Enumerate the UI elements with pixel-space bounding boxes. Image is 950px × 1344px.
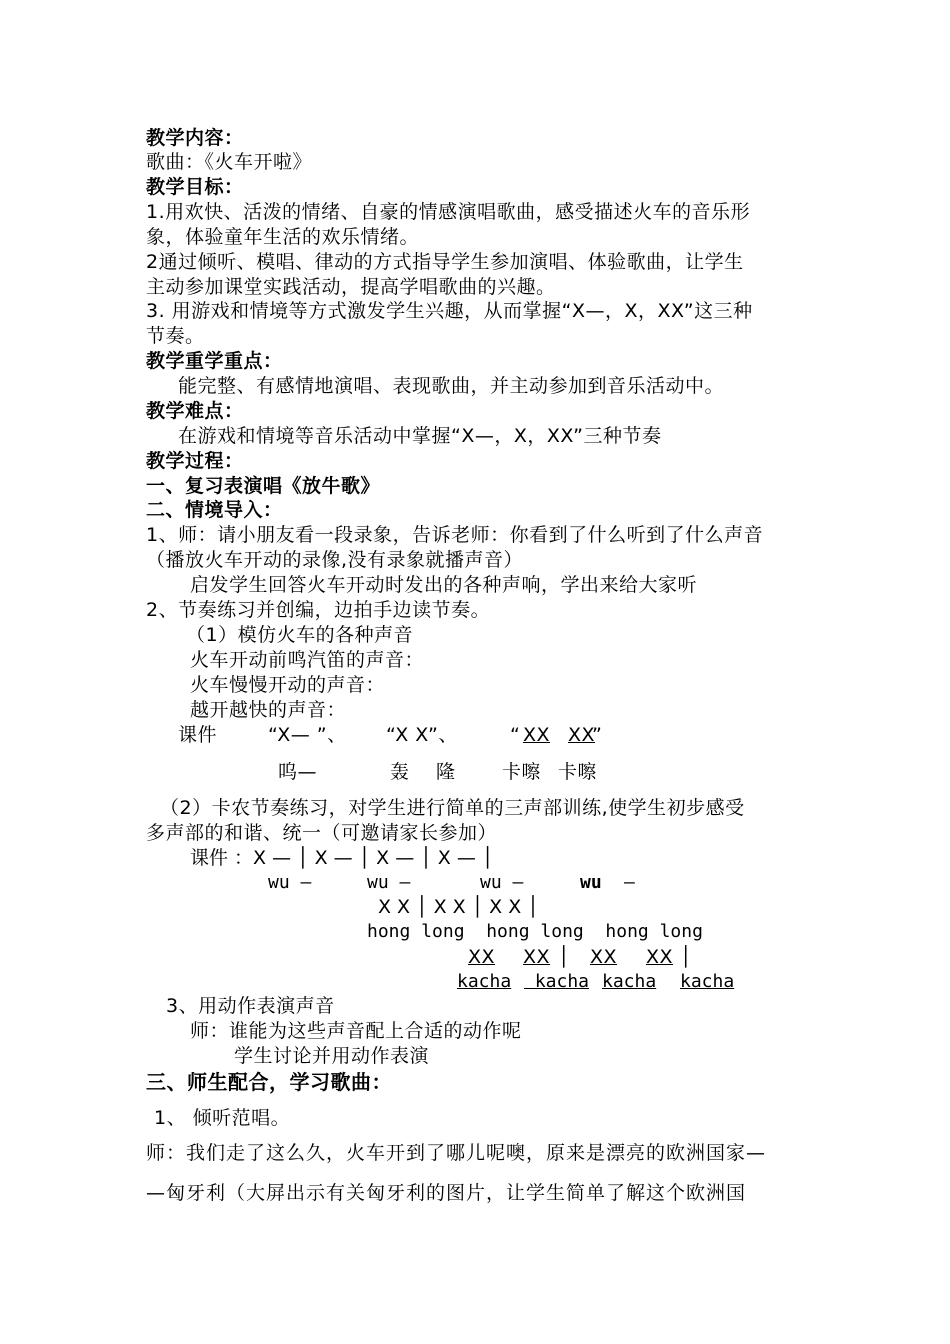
kacha-3: kacha — [602, 971, 657, 992]
sound-long: 隆 — [436, 761, 456, 783]
canon-row-hong-long: hong long hong long hong long — [367, 921, 703, 942]
canon-bar-1: │ — [558, 946, 570, 968]
paragraph-3a: 师：谁能为这些声音配上合适的动作呢 — [190, 1020, 522, 1042]
goal1-line2: 象，体验童年生活的欢乐情绪。 — [146, 226, 420, 248]
kacha-1: kacha — [457, 971, 512, 992]
rhythm-x: “X— ”、 — [268, 724, 347, 746]
canon-bar-2: │ — [680, 946, 692, 968]
rhythm-quote-close: ” — [592, 724, 603, 746]
paragraph-2-1: （1）模仿火车的各种声音 — [186, 624, 414, 646]
paragraph-2-1a: 火车开动前鸣汽笛的声音： — [190, 649, 425, 671]
section-three-line-1: 师：我们走了这么久，火车开到了哪儿呢噢，原来是漂亮的欧洲国家— — [146, 1142, 767, 1164]
canon-xx-3: XX — [590, 946, 618, 968]
step-one: 一、复习表演唱《放牛歌》 — [146, 475, 381, 497]
paragraph-1-line1: 1、师：请小朋友看一段录象，告诉老师：你看到了什么听到了什么声音 — [146, 524, 764, 546]
paragraph-2-1b: 火车慢慢开动的声音： — [190, 674, 386, 696]
song-title: 歌曲：《火车开啦》 — [146, 151, 313, 173]
sound-wu: 呜— — [278, 761, 318, 783]
paragraph-2-2-line1: （2）卡农节奏练习，对学生进行简单的三声部训练,使学生初步感受 — [160, 797, 745, 819]
rhythm-x-x: “X X”、 — [386, 724, 458, 746]
goal1-line1: 1.用欢快、活泼的情绪、自豪的情感演唱歌曲，感受描述火车的音乐形 — [146, 201, 751, 223]
canon-row-x-x: X X │ X X │ X X │ — [378, 896, 539, 918]
key-points-text: 能完整、有感情地演唱、表现歌曲，并主动参加到音乐活动中。 — [178, 375, 725, 397]
section-three-heading: 三、师生配合，学习歌曲： — [146, 1070, 392, 1094]
goal2-line2: 主动参加课堂实践活动，提高学唱歌曲的兴趣。 — [146, 276, 556, 298]
paragraph-2-2-line2: 多声部的和谐、统一（可邀请家长参加） — [146, 822, 498, 844]
heading-difficulties: 教学难点： — [146, 400, 244, 422]
paragraph-1-line3: 启发学生回答火车开动时发出的各种声响，学出来给大家听 — [190, 574, 698, 596]
sound-kacha-1: 卡嚓 — [502, 761, 542, 783]
heading-process: 教学过程： — [146, 450, 244, 472]
canon-row-x-dash: 课件 ：X — │ X — │ X — │ X — │ — [190, 847, 494, 869]
wu-3: wu — — [480, 872, 524, 893]
rhythm-xx-1: XX — [523, 724, 551, 746]
section-three-line-2: —匈牙利（大屏出示有关匈牙利的图片，让学生简单了解这个欧洲国 — [146, 1182, 747, 1204]
paragraph-1-line2: （播放火车开动的录像,没有录象就播声音） — [146, 549, 524, 571]
rhythm-xx-2: XX — [568, 724, 596, 746]
canon-xx-1: XX — [468, 946, 496, 968]
heading-key-points: 教学重学重点： — [146, 350, 283, 372]
kejian-label: 课件 — [178, 724, 218, 746]
sound-kacha-2: 卡嚓 — [558, 761, 598, 783]
heading-content: 教学内容： — [146, 127, 244, 149]
section-three-item-1: 1、 倾听范唱。 — [154, 1107, 291, 1129]
goal3-line2: 节奏。 — [146, 325, 205, 347]
wu-1: wu — — [268, 872, 312, 893]
step-two: 二、情境导入： — [146, 499, 283, 521]
goal2-line1: 2通过倾听、模唱、律动的方式指导学生参加演唱、体验歌曲，让学生 — [146, 251, 744, 273]
wu-4: wu — [580, 872, 602, 893]
paragraph-2: 2、节奏练习并创编，边拍手边读节奏。 — [146, 599, 491, 621]
canon-xx-2: XX — [523, 946, 551, 968]
rhythm-quote-open: “ — [510, 724, 521, 746]
heading-goals: 教学目标： — [146, 176, 244, 198]
sound-hong: 轰 — [390, 761, 410, 783]
wu-2: wu — — [367, 872, 411, 893]
paragraph-2-1c: 越开越快的声音： — [190, 699, 347, 721]
canon-xx-4: XX — [646, 946, 674, 968]
wu-4-dash: — — [624, 872, 635, 893]
paragraph-3b: 学生讨论并用动作表演 — [234, 1045, 430, 1067]
kacha-4: kacha — [680, 971, 735, 992]
paragraph-3: 3、用动作表演声音 — [166, 995, 335, 1017]
goal3-line1: 3. 用游戏和情境等方式激发学生兴趣，从而掌握“X—，X，XX”这三种 — [146, 300, 753, 322]
kacha-2: kacha — [524, 971, 590, 992]
difficulties-text: 在游戏和情境等音乐活动中掌握“X—，X，XX”三种节奏 — [178, 425, 662, 447]
